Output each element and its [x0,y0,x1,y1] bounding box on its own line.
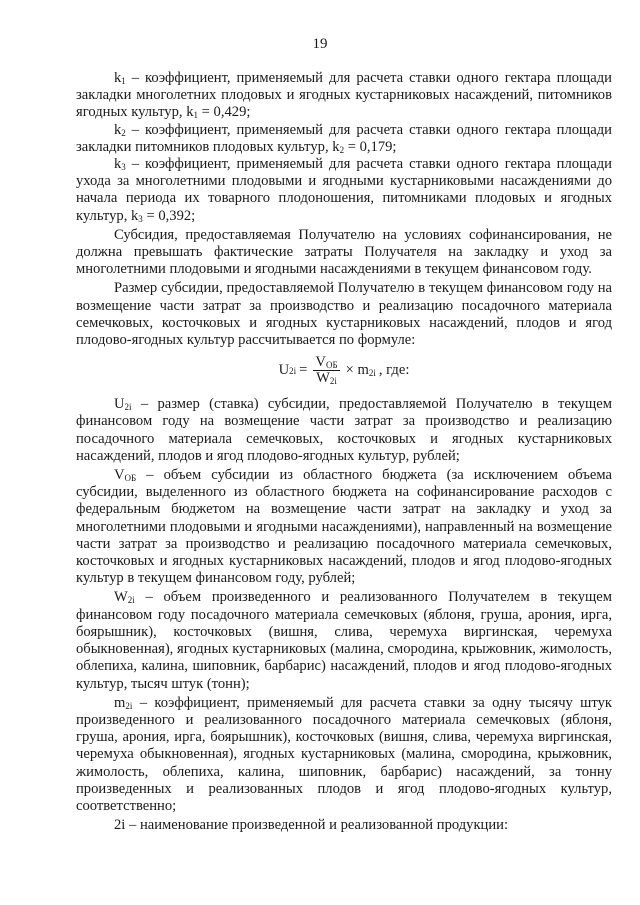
paragraph-subsidy: Субсидия, предоставляемая Получателю на условиях софинансирования, не должна превышать фактические затраты Получателя на закладку и уход за многолетними плодовыми и ягодными насаждениями в текущем финансовом году. [76,226,612,278]
document-body [76,70,612,836]
formula: U 2i = $\frac{V_{ОБ}}{W_{2i}}$ × $m_{2i}$ , где: [278,354,410,387]
formula-fraction: $\frac{V_{ОБ}}{W_{2i}}$ [315,354,338,387]
page-number: 19 [312,36,328,52]
paragraph-k2: $k_2$ – коэффициент, применяемый для расчета ставки одного гектара площади закладки питомников плодовых культур, $k_2 = 0,179$; [76,121,612,155]
paragraph-u2i: $U_{2i}$ – размер (ставка) субсидии, предоставляемой Получателю в текущем финансовом году на возмещение части затрат за производство и реализацию посадочного материала семечковых, косточковых и ягодных кустарниковых насаждений, плодов и ягод плодово-ягодных культур, рублей; [76,396,612,464]
paragraph-m2i: $m_{2i}$ – коэффициент, применяемый для расчета ставки за одну тысячу штук произведенного и реализованного посадочного материала семечковых (яблоня, груша, арония, ирга, боярышник), косточковых (вишня, слива, черемуха виргинская, черемуха обыкновенная), ягодных кустарниковых (малина, смородина, крыжовник, жимолость, облепиха, калина, шиповник, барбарис) насаждений, за тонну произведенных и реализованных плодов и ягод плодово-ягодных культур, соответственно; [76,694,612,814]
paragraph-vob: $V_{ОБ}$ – объем субсидии из областного бюджета (за исключением объема субсидии, выделенного из областного бюджета на софинансирование расходов с федеральным бюджетом на возмещение части затрат на закладку и уход за многолетними плодовыми и ягодными насаждениями), направленный на возмещение части затрат за производство и реализацию посадочного материала семечковых, косточковых и ягодных кустарниковых насаждений, плодов и ягод плодово-ягодных культур в текущем финансовом году, рублей; [76,467,612,587]
paragraph-w2i: $W_{2i}$ – объем произведенного и реализованного Получателем в текущем финансовом году посадочного материала семечковых (яблоня, груша, арония, ирга, боярышник), косточковых (вишня, слива, черемуха виргинская, черемуха обыкновенная), ягодных кустарниковых (малина, смородина, крыжовник, жимолость, облепиха, калина, шиповник, барбарис) насаждений, плодов и ягод плодово-ягодных культур, тысяч штук (тонн); [76,589,612,692]
paragraph-k1: $k_1$ – коэффициент, применяемый для расчета ставки одного гектара площади закладки многолетних плодовых и ягодных кустарниковых насаждений, питомников ягодных культур, $k_1 = 0,429$; [76,70,612,121]
paragraph-k3: $k_3$ – коэффициент, применяемый для расчета ставки одного гектара площади ухода за многолетними плодовыми и ягодными кустарниковыми насаждениями до начала периода их товарного плодоношения, питомниками плодовых и ягодных культур, $k_3 = 0,392$; [76,156,612,224]
paragraph-2i: 2i – наименование произведенной и реализованной продукции: [114,817,509,834]
paragraph-subsidy-size: Размер субсидии, предоставляемой Получателю в текущем финансовом году на возмещение части затрат за производство и реализацию посадочного материала семечковых, косточковых и ягодных кустарниковых насаждений, плодов и ягод плодово-ягодных культур рассчитывается по формуле: [76,280,612,349]
